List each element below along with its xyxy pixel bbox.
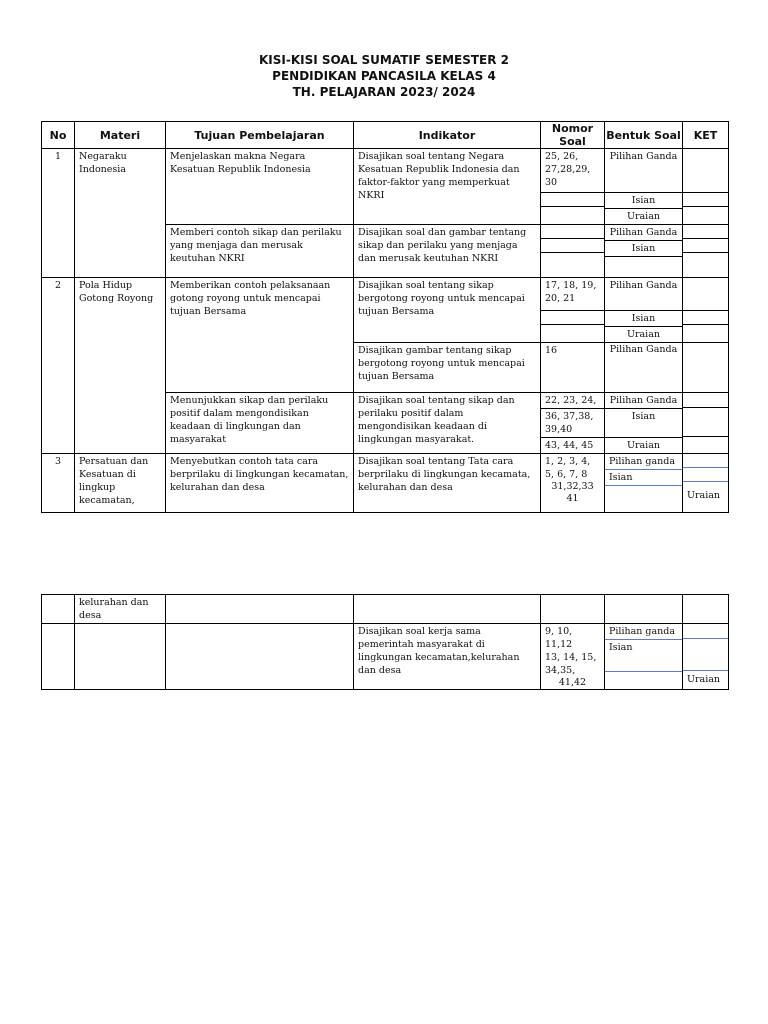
bentuk-soal: Pilihan ganda bbox=[605, 454, 682, 470]
row-nomor-soal: 25, 26, 27,28,29, 30 bbox=[541, 149, 604, 192]
row-tujuan: Memberikan contoh pelaksanaan gotong royong untuk mencapai tujuan Bersama bbox=[170, 280, 331, 317]
document-title-line2: PENDIDIKAN PANCASILA KELAS 4 bbox=[272, 69, 496, 83]
header-nomor-soal: Nomor Soal bbox=[541, 122, 605, 149]
header-no: No bbox=[42, 122, 75, 149]
row-nomor-soal: 16 bbox=[545, 344, 558, 356]
row-no: 3 bbox=[54, 455, 62, 467]
row-no: 2 bbox=[54, 280, 62, 291]
row-nomor-soal: 41,42 bbox=[558, 677, 587, 688]
row-materi: Persatuan dan Kesatuan di lingkup kecamatan, bbox=[79, 455, 149, 506]
document-title-line1: KISI-KISI SOAL SUMATIF SEMESTER 2 bbox=[258, 53, 509, 67]
table-row bbox=[42, 278, 729, 343]
bentuk-soal: Uraian bbox=[626, 328, 661, 340]
row-no: 1 bbox=[54, 151, 62, 162]
row-ket: Uraian bbox=[687, 674, 721, 685]
header-ket: KET bbox=[683, 122, 729, 149]
table-row bbox=[42, 595, 729, 624]
table-row bbox=[42, 149, 729, 225]
row-nomor-soal: 36, 37,38, 39,40 bbox=[541, 408, 604, 437]
row-nomor-soal: 17, 18, 19, 20, 21 bbox=[541, 278, 604, 310]
header-indikator: Indikator bbox=[354, 122, 541, 149]
row-tujuan: Memberi contoh sikap dan perilaku yang menjaga dan merusak keutuhan NKRI bbox=[170, 226, 342, 264]
row-materi: Pola Hidup Gotong Royong bbox=[79, 280, 154, 304]
table-header-row bbox=[42, 122, 729, 149]
bentuk-soal: Pilihan Ganda bbox=[609, 343, 678, 355]
row-materi: kelurahan dan desa bbox=[79, 597, 149, 621]
header-materi: Materi bbox=[75, 122, 166, 149]
kisi-kisi-table-continuation bbox=[41, 594, 729, 690]
row-tujuan: Menunjukkan sikap dan perilaku positif dalam mengondisikan keadaan di lingkungan dan masyarakat bbox=[170, 394, 329, 445]
row-nomor-soal: 13, 14, 15, 34,35, bbox=[545, 652, 597, 676]
bentuk-soal: Isian bbox=[605, 469, 682, 485]
header-tujuan: Tujuan Pembelajaran bbox=[166, 122, 354, 149]
header-bentuk-soal: Bentuk Soal bbox=[605, 122, 683, 149]
row-indikator: Disajikan soal kerja sama pemerintah masyarakat di lingkungan kecamatan,kelurahan dan desa bbox=[358, 626, 520, 676]
table-row bbox=[42, 624, 729, 690]
row-indikator: Disajikan soal tentang sikap dan perilaku positif dalam mengondisikan keadaan di lingkungan masyarakat. bbox=[358, 394, 515, 445]
document-title-line3: TH. PELAJARAN 2023/ 2024 bbox=[292, 85, 476, 99]
row-nomor-soal: 43, 44, 45 bbox=[545, 439, 594, 451]
bentuk-soal: Pilihan ganda bbox=[605, 624, 682, 640]
row-nomor-soal: 31,32,33 bbox=[551, 480, 594, 492]
bentuk-soal: Isian bbox=[605, 640, 682, 672]
row-nomor-soal: 9, 10, 11,12 bbox=[545, 626, 573, 650]
row-tujuan: Menyebutkan contoh tata cara berprilaku di lingkungan kecamatan, kelurahan dan desa bbox=[170, 455, 349, 493]
bentuk-soal: Uraian bbox=[626, 439, 661, 451]
row-nomor-soal: 22, 23, 24, bbox=[541, 393, 604, 409]
row-tujuan: Menjelaskan makna Negara Kesatuan Republik Indonesia bbox=[170, 151, 311, 175]
table-row bbox=[42, 453, 729, 513]
row-indikator: Disajikan soal tentang Negara Kesatuan Republik Indonesia dan faktor-faktor yang memperkuat NKRI bbox=[358, 151, 520, 201]
bentuk-soal: Isian bbox=[605, 192, 682, 208]
kisi-kisi-table bbox=[41, 121, 729, 513]
row-ket: Uraian bbox=[687, 489, 721, 501]
row-nomor-soal: 41 bbox=[566, 492, 579, 504]
bentuk-soal: Pilihan Ganda bbox=[605, 278, 682, 310]
bentuk-soal: Isian bbox=[605, 240, 682, 256]
row-indikator: Disajikan soal tentang sikap bergotong royong untuk mencapai tujuan Bersama bbox=[358, 280, 525, 317]
bentuk-soal: Uraian bbox=[626, 210, 661, 222]
bentuk-soal: Pilihan Ganda bbox=[605, 393, 682, 409]
row-indikator: Disajikan gambar tentang sikap bergotong royong untuk mencapai tujuan Bersama bbox=[358, 344, 525, 382]
row-materi: Negaraku Indonesia bbox=[79, 151, 127, 175]
row-nomor-soal: 1, 2, 3, 4, 5, 6, 7, 8 bbox=[545, 455, 591, 480]
bentuk-soal: Isian bbox=[605, 310, 682, 326]
row-indikator: Disajikan soal tentang Tata cara berprilaku di lingkungan kecamata, kelurahan dan desa bbox=[358, 455, 531, 493]
bentuk-soal: Pilihan Ganda bbox=[605, 225, 682, 241]
bentuk-soal: Isian bbox=[605, 408, 682, 437]
row-indikator: Disajikan soal dan gambar tentang sikap dan perilaku yang menjaga dan merusak keutuhan NKRI bbox=[358, 226, 527, 264]
bentuk-soal: Pilihan Ganda bbox=[605, 149, 682, 192]
